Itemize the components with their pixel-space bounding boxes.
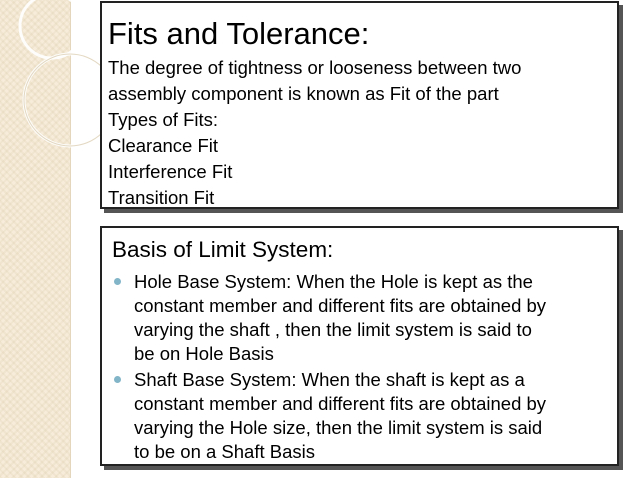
bullet-line: varying the Hole size, then the limit system is said bbox=[134, 417, 543, 438]
bullet-line: to be on a Shaft Basis bbox=[134, 441, 316, 462]
fit-type-transition: Transition Fit bbox=[108, 187, 215, 208]
bullet-list bbox=[112, 270, 617, 464]
intro-line: assembly component is known as Fit of the part bbox=[108, 83, 499, 104]
fit-type-clearance: Clearance Fit bbox=[108, 135, 219, 156]
fit-type-interference: Interference Fit bbox=[108, 161, 233, 182]
bullet-hole-basis bbox=[112, 270, 617, 366]
decorative-circles bbox=[0, 0, 110, 150]
definition-box bbox=[100, 1, 619, 209]
bullet-dot-icon bbox=[114, 278, 121, 285]
bullet-line: constant member and different fits are obtained by bbox=[134, 393, 547, 414]
bullet-line: be on Hole Basis bbox=[134, 343, 274, 364]
section-heading: Basis of Limit System: bbox=[112, 237, 334, 262]
bullet-text bbox=[134, 270, 617, 366]
bullet-dot-icon bbox=[114, 376, 121, 383]
limit-system-box bbox=[100, 226, 619, 466]
slide-title: Fits and Tolerance: bbox=[108, 16, 370, 51]
bullet-line: varying the shaft , then the limit system is said to bbox=[134, 319, 532, 340]
bullet-text bbox=[134, 368, 617, 464]
bullet-line: constant member and different fits are obtained by bbox=[134, 295, 547, 316]
bullet-shaft-basis bbox=[112, 368, 617, 464]
fit-types-label: Types of Fits: bbox=[108, 109, 219, 130]
bullet-line: Shaft Base System: When the shaft is kept as a bbox=[134, 369, 525, 390]
bullet-line: Hole Base System: When the Hole is kept as the bbox=[134, 271, 533, 292]
intro-line: The degree of tightness or looseness between two bbox=[108, 57, 522, 78]
